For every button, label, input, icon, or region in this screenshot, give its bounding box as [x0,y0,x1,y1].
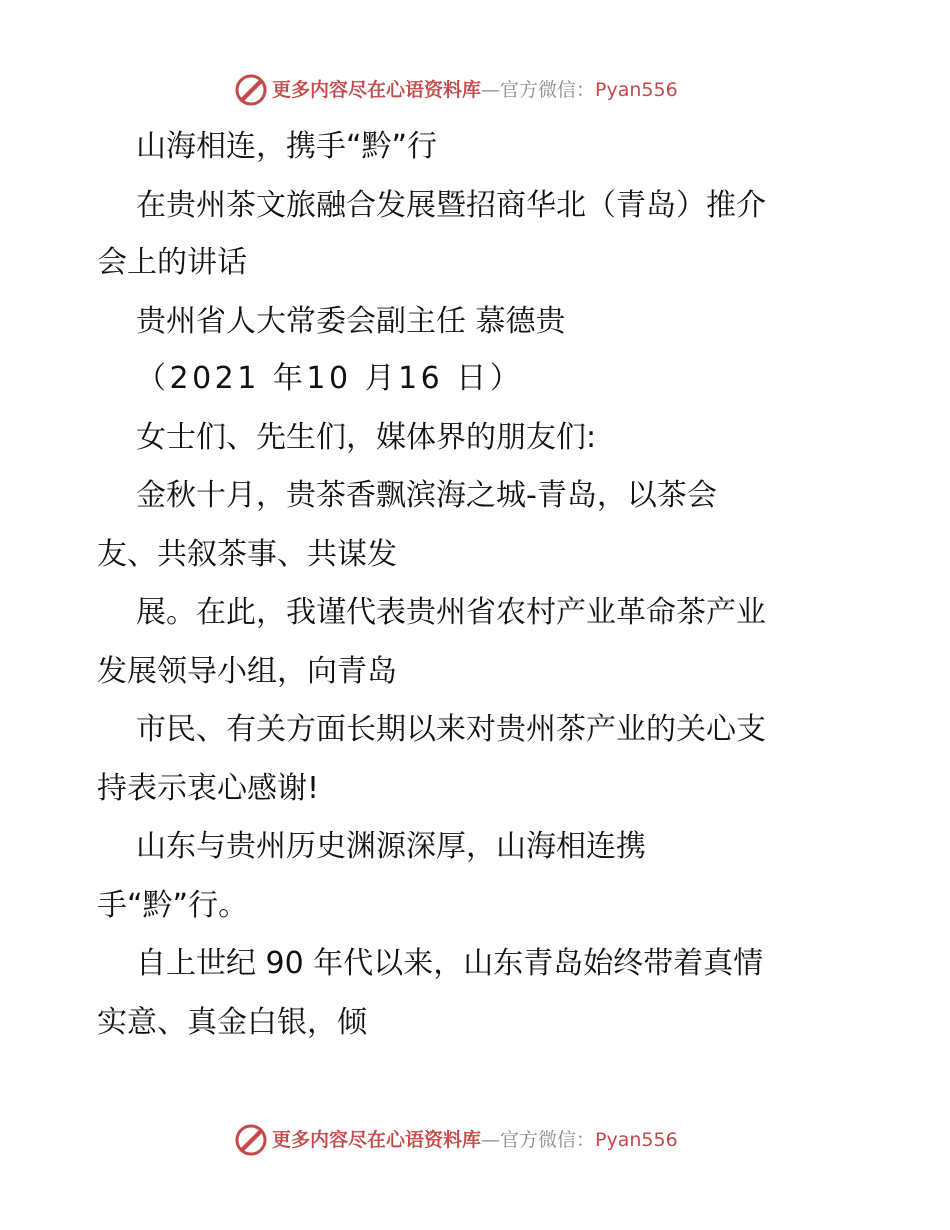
doc-subtitle-line-2: 会上的讲话 [97,245,247,280]
brush-logo-icon [233,1122,269,1158]
watermark-wechat-id: Pyan556 [595,79,678,101]
doc-date: （2021 年10 月16 日） [136,361,524,396]
paragraph-line: 市民、有关方面长期以来对贵州茶产业的关心支 [136,712,766,747]
watermark-dash: — [481,1129,501,1151]
paragraph-line: 金秋十月，贵茶香飘滨海之城-青岛，以茶会 [136,478,717,513]
paragraph-line: 展。在此，我谨代表贵州省农村产业革命茶产业 [136,595,766,630]
paragraph-line: 实意、真金白银，倾 [97,1005,367,1040]
watermark-banner-bottom [0,1120,950,1160]
paragraph-line: 自上世纪 90 年代以来，山东青岛始终带着真情 [136,946,764,981]
doc-salutation: 女士们、先生们，媒体界的朋友们: [136,420,597,455]
doc-subtitle-line-1: 在贵州茶文旅融合发展暨招商华北（青岛）推介 [136,188,766,223]
doc-speaker: 贵州省人大常委会副主任 慕德贵 [136,304,566,339]
paragraph-line: 发展领导小组，向青岛 [97,654,397,689]
watermark-wechat-label: 官方微信： [500,1129,596,1151]
paragraph-line: 山东与贵州历史渊源深厚，山海相连携 [136,829,646,864]
paragraph-line: 持表示衷心感谢! [97,771,320,806]
watermark-wechat-label: 官方微信： [500,79,596,101]
watermark-dash: — [481,79,501,101]
paragraph-line: 友、共叙茶事、共谋发 [97,537,397,572]
watermark-wechat-id: Pyan556 [595,1129,678,1151]
doc-title: 山海相连，携手“黔”行 [136,129,438,164]
watermark-title: 更多内容尽在心语资料库 [272,79,482,101]
paragraph-line: 手“黔”行。 [97,888,249,923]
watermark-title: 更多内容尽在心语资料库 [272,1129,482,1151]
watermark-text [272,1128,678,1152]
